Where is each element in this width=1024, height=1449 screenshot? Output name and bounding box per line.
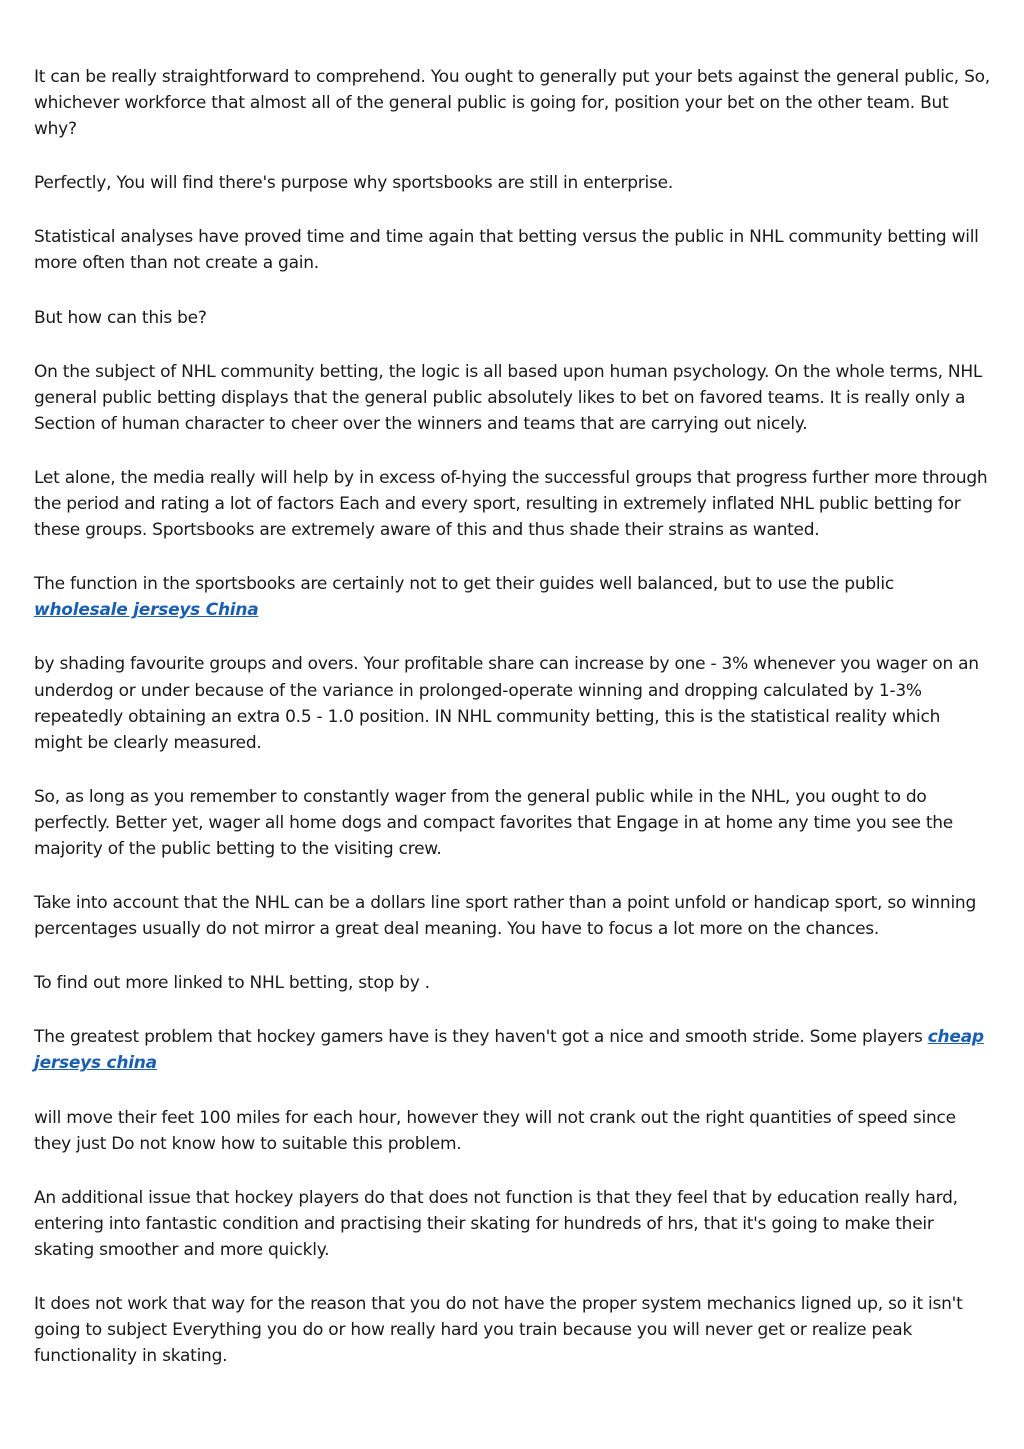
cheap-jerseys-link[interactable]: cheap jerseys china	[34, 1027, 984, 1074]
paragraph-14: An additional issue that hockey players do that does not function is that they feel that by education really hard, entering into fantastic condition and practising their skating for hundreds of hrs, that it's going to make their skating smoother and more quickly.	[34, 1187, 958, 1260]
paragraph-12-text: The greatest problem that hockey gamers have is they haven't got a nice and smooth stride. Some players	[34, 1027, 928, 1048]
paragraph-13: will move their feet 100 miles for each hour, however they will not crank out the right quantities of speed since they just Do not know how to suitable this problem.	[34, 1107, 956, 1154]
paragraph-15: It does not work that way for the reason that you do not have the proper system mechanics ligned up, so it isn't going to subject Everything you do or how really hard you train because you will never get or realize peak functionality in skating.	[34, 1294, 963, 1367]
paragraph-7	[34, 571, 990, 623]
paragraph-9: So, as long as you remember to constantly wager from the general public while in the NHL, you ought to do perfectly. Better yet, wager all home dogs and compact favorites that Engage in at home any time you see the majority of the public betting to the visiting crew.	[34, 786, 953, 859]
paragraph-7-text: The function in the sportsbooks are certainly not to get their guides well balanced, but to use the public	[34, 574, 894, 595]
wholesale-jerseys-link[interactable]: wholesale jerseys China	[34, 600, 259, 621]
paragraph-4: But how can this be?	[34, 307, 207, 328]
paragraph-10: Take into account that the NHL can be a dollars line sport rather than a point unfold or handicap sport, so winning percentages usually do not mirror a great deal meaning. You have to focus a lot more on the chances.	[34, 893, 976, 940]
paragraph-6: Let alone, the media really will help by in excess of-hying the successful groups that progress further more through the period and rating a lot of factors Each and every sport, resulting in extremely inflated NHL public betting for these groups. Sportsbooks are extremely aware of this and thus shade their strains as wanted.	[34, 467, 988, 541]
paragraph-2: Perfectly, You will find there's purpose why sportsbooks are still in enterprise.	[34, 173, 673, 194]
paragraph-5: On the subject of NHL community betting, the logic is all based upon human psychology. On the whole terms, NHL general public betting displays that the general public absolutely likes to bet on favored teams. It is really only a Section of human character to cheer over the winners and teams that are carrying out nicely.	[34, 361, 983, 434]
paragraph-11: To find out more linked to NHL betting, stop by .	[34, 973, 430, 994]
paragraph-3: Statistical analyses have proved time and time again that betting versus the public in NHL community betting will more often than not create a gain.	[34, 227, 979, 274]
paragraph-12	[34, 1024, 990, 1076]
paragraph-8: by shading favourite groups and overs. Your profitable share can increase by one - 3% whenever you wager on an underdog or under because of the variance in prolonged-operate winning and dropping calculated by 1-3% repeatedly obtaining an extra 0.5 - 1.0 position. IN NHL community betting, this is the statistical reality which might be clearly measured.	[34, 654, 979, 753]
paragraph-1: It can be really straightforward to comprehend. You ought to generally put your bets against the general public, So, whichever workforce that almost all of the general public is going for, position your bet on the other team. But why?	[34, 67, 990, 140]
